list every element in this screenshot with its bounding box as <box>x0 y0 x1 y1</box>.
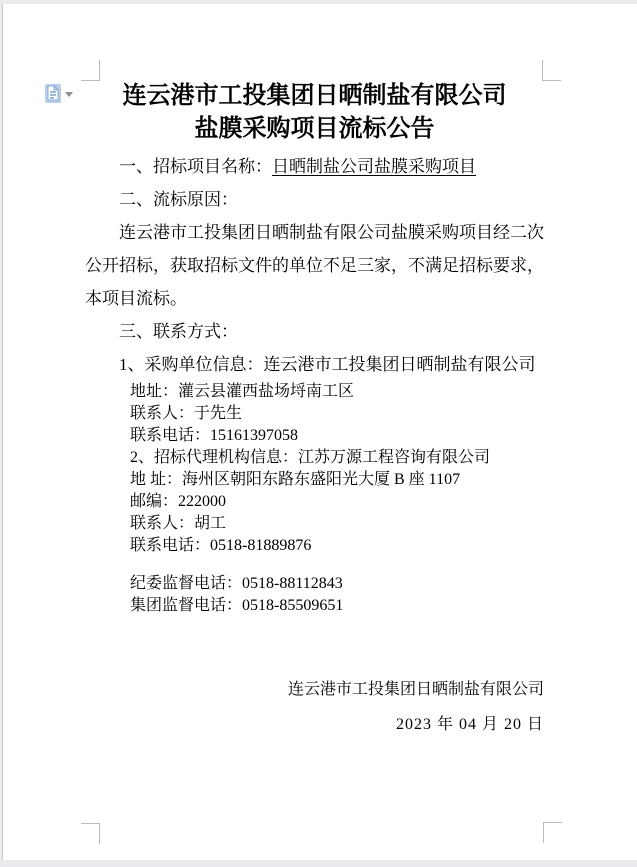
agency-postcode-line: 邮编：222000 <box>130 493 227 510</box>
section-1-heading <box>85 150 544 183</box>
signature-block <box>85 673 544 741</box>
paste-options-icon[interactable] <box>45 84 61 103</box>
document-page <box>2 4 637 860</box>
document-title <box>85 80 544 146</box>
agency-phone-line: 联系电话：0518-81889876 <box>130 537 312 554</box>
margin-mark-top-right <box>542 60 561 81</box>
section-3-heading: 三、联系方式： <box>119 322 238 341</box>
signature-date: 2023 年 04 月 20 日 <box>395 716 544 733</box>
signature-company: 连云港市工投集团日晒制盐有限公司 <box>287 681 544 698</box>
purchaser-info-line: 1、采购单位信息：连云港市工投集团日晒制盐有限公司 <box>119 355 536 374</box>
title-line-1: 连云港市工投集团日晒制盐有限公司 <box>122 83 507 109</box>
project-name-underlined: 日晒制盐公司盐膜采购项目 <box>272 157 476 176</box>
margin-mark-bottom-right <box>543 822 562 843</box>
contact-line-address: 地址：灌云县灌西盐场埒南工区 <box>130 383 355 400</box>
chevron-down-icon[interactable] <box>65 92 73 97</box>
agency-person-line: 联系人：胡工 <box>130 515 227 532</box>
margin-mark-bottom-left <box>81 823 100 844</box>
document-content <box>85 4 544 741</box>
discipline-hotline-line: 纪委监督电话：0518-88112843 <box>130 575 343 592</box>
failure-reason-paragraph: 连云港市工投集团日晒制盐有限公司盐膜采购项目经二次公开招标，获取招标文件的单位不足三家，不满足招标要求，本项目流标。 <box>85 223 544 308</box>
contact-line-phone: 联系电话：15161397058 <box>130 427 299 444</box>
agency-info-line: 2、招标代理机构信息：江苏万源工程咨询有限公司 <box>130 449 491 466</box>
group-hotline-line: 集团监督电话：0518-85509651 <box>130 597 344 614</box>
contact-block <box>130 381 544 557</box>
section-1-label: 一、招标项目名称： <box>119 157 272 176</box>
supervision-block <box>130 573 544 617</box>
contact-line-person: 联系人：于先生 <box>130 405 243 422</box>
paste-options-widget[interactable] <box>45 84 73 103</box>
agency-address-line: 地 址：海州区朝阳东路东盛阳光大厦 B 座 1107 <box>130 471 461 488</box>
title-line-2: 盐膜采购项目流标公告 <box>194 116 435 142</box>
section-2-heading: 二、流标原因： <box>119 190 238 209</box>
